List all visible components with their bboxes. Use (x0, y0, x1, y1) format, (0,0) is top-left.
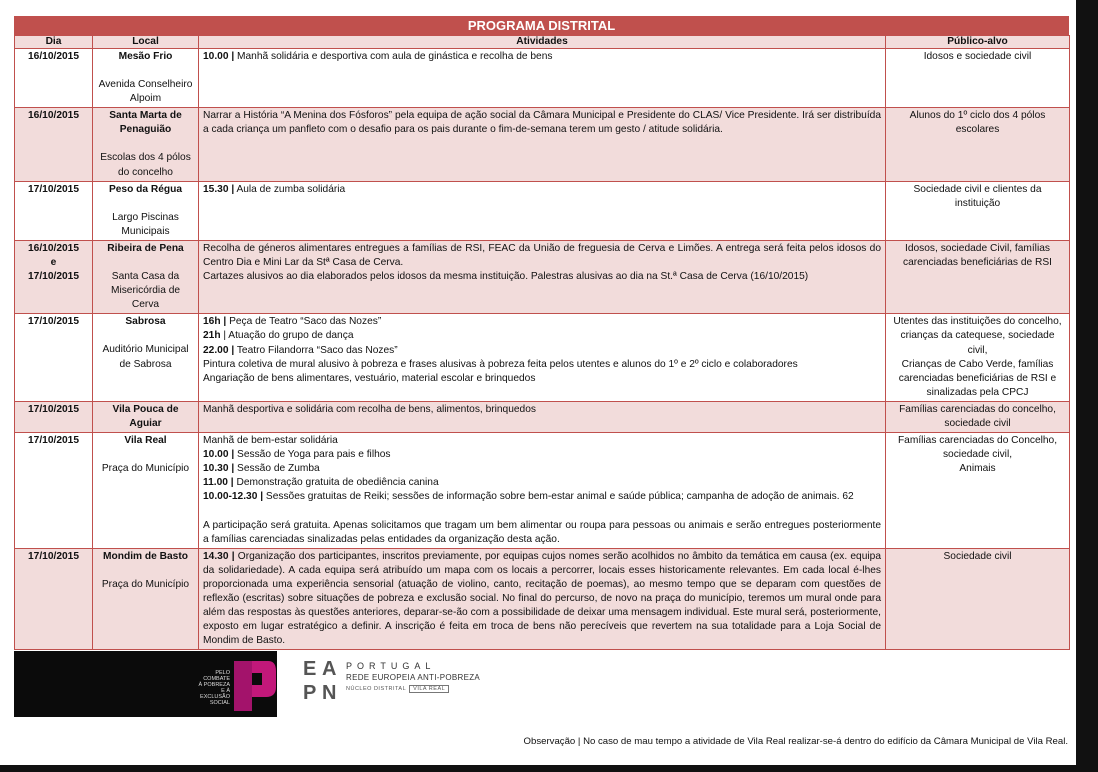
cell-local (93, 401, 199, 432)
activity-line: A participação será gratuita. Apenas solicitamos que tragam um bem alimentar ou roupa para pessoas ou animais e serão entregues posteriormente a famílias carenciadas sinalizadas pelas entidades da organização desta ação. (203, 519, 881, 545)
activity-time: 14.30 | (203, 550, 235, 562)
table-row (15, 181, 1070, 240)
cell-dia (15, 181, 93, 240)
cell-publico (886, 240, 1070, 313)
table-row (15, 433, 1070, 549)
local-place: Largo Piscinas Municipais (112, 211, 179, 237)
eapn-portugal: PORTUGAL (346, 661, 436, 671)
eapn-vila-real: VILA REAL (409, 685, 449, 693)
local-place: Avenida Conselheiro Alpoim (98, 79, 193, 105)
local-name: Peso da Régua (108, 183, 183, 195)
dia-text: 17/10/2015 (28, 435, 79, 447)
activity-line: 22.00 | Teatro Filandorra “Saco das Nozes” (203, 344, 398, 356)
local-place: Escolas dos 4 pólos do concelho (100, 152, 191, 178)
combate-logo-line: SOCIAL (209, 700, 230, 706)
table-row (15, 240, 1070, 313)
cell-publico (886, 49, 1070, 108)
activity-line: 11.00 | Demonstração gratuita de obediência canina (203, 477, 439, 489)
cell-atividades (199, 240, 886, 313)
activity-line: 16h | Peça de Teatro “Saco das Nozes” (203, 316, 382, 328)
cell-dia (15, 49, 93, 108)
publico-text: Idosos e sociedade civil (923, 51, 1032, 62)
publico-text: Alunos do 1º ciclo dos 4 pólos escolares (909, 110, 1046, 136)
eapn-letters-icon (302, 655, 344, 703)
cell-atividades (199, 108, 886, 181)
eapn-logo (302, 655, 481, 705)
header-dia: Dia (15, 36, 93, 49)
publico-text: Famílias carenciadas do concelho, sociedade civil (899, 403, 1056, 429)
cell-local (93, 314, 199, 402)
cell-local (93, 181, 199, 240)
dia-text: 17/10/2015 (28, 403, 79, 415)
combate-logo-line: À POBREZA (198, 682, 230, 688)
cell-dia (15, 108, 93, 181)
program-table-container (14, 16, 1069, 650)
cell-atividades (199, 181, 886, 240)
header-publico: Público-alvo (886, 36, 1070, 49)
program-rows (15, 49, 1070, 650)
activity-line: 10.30 | Sessão de Zumba (203, 463, 320, 475)
cell-publico (886, 401, 1070, 432)
table-row (15, 314, 1070, 402)
program-table (14, 35, 1070, 650)
dia-text: 16/10/2015 (28, 51, 79, 62)
header-atividades: Atividades (199, 36, 886, 49)
publico-text: Idosos, sociedade Civil, famílias carenciadas beneficiárias de RSI (903, 242, 1052, 269)
activity-time: 21h (203, 330, 221, 342)
activity-line: Manhã desportiva e solidária com recolha de bens, alimentos, brinquedos (203, 403, 536, 415)
activity-line: 10.00 | Sessão de Yoga para pais e filhos (203, 449, 391, 461)
activity-line: 10.00 | Manhã solidária e desportiva com aula de ginástica e recolha de bens (203, 51, 553, 62)
cell-dia (15, 401, 93, 432)
cell-atividades (199, 433, 886, 549)
activity-line: Recolha de géneros alimentares entregues a famílias de RSI, FEAC da União de freguesia de Cerva e Limões. A entrega será feita pelos idosos do Centro Dia e Mini Lar da Stª Casa de Cerva. (203, 242, 881, 269)
dia-text: 17/10/2015 (28, 271, 79, 283)
table-row (15, 108, 1070, 181)
activity-time: 10.00 | (203, 51, 235, 62)
table-row (15, 49, 1070, 108)
cell-dia (15, 433, 93, 549)
activity-time: 16h | (203, 316, 227, 328)
cell-publico (886, 108, 1070, 181)
program-title: PROGRAMA DISTRITAL (14, 16, 1069, 35)
activity-time: 10.00-12.30 | (203, 491, 264, 503)
table-row (15, 548, 1070, 650)
page-shadow-bottom (0, 765, 1098, 772)
dia-text: 17/10/2015 (28, 550, 79, 562)
page-shadow-right (1076, 0, 1098, 772)
cell-publico (886, 314, 1070, 402)
observation-note: Observação | No caso de mau tempo a atividade de Vila Real realizar-se-á dentro do edifício da Câmara Municipal de Vila Real. (523, 736, 1068, 747)
activity-line: 14.30 | Organização dos participantes, inscritos previamente, por equipas cujos nomes serão acolhidos no âmbito da temática em causa (ex. equipa da solidariedade). A cada equipa será atribuído um mapa com os locais a percorrer, locais esses historicamente relevantes. Em cada local é-lhes proporcionada uma experiência sensorial (atuação de violino, canto, recitação de poemas), ao mesmo tempo que se deparam com questões de reflexão (escritas) sobre situações de pobreza e exclusão social. No final do percurso, de novo na praça do município, teremos um mural onde para além das respostas às questões anteriores, deparar-se-ão com a possibilidade de deixar uma mensagem individual. Este mural será, posteriormente, exposto em lugar estratégico a definir. A inscrição é feita em troca de bens não perecíveis que revertem na sua totalidade para a Loja Social de Mondim de Basto. (203, 550, 881, 647)
cell-dia (15, 240, 93, 313)
dia-text: 17/10/2015 (28, 183, 79, 195)
activity-line: Pintura coletiva de mural alusivo à pobreza e frases alusivas à pobreza feita pelos utentes e alunos do 1º e 2º ciclo e colaboradores (203, 358, 798, 370)
header-local: Local (93, 36, 199, 49)
activity-line: Angariação de bens alimentares, vestuário, material escolar e brinquedos (203, 372, 536, 384)
dia-text: 16/10/2015 (28, 242, 79, 254)
cell-publico (886, 433, 1070, 549)
local-name: Mesão Frio (118, 51, 173, 62)
local-place: Auditório Municipal de Sabrosa (102, 344, 189, 370)
cell-local (93, 108, 199, 181)
cell-atividades (199, 49, 886, 108)
combate-p-mark-icon (228, 657, 278, 715)
cell-dia (15, 314, 93, 402)
local-name: Sabrosa (125, 316, 166, 328)
cell-local (93, 49, 199, 108)
activity-time: 10.30 | (203, 463, 235, 475)
activity-time: 22.00 | (203, 344, 235, 356)
combate-pobreza-logo (14, 651, 277, 717)
cell-local (93, 433, 199, 549)
publico-text: Sociedade civil (943, 550, 1012, 562)
activity-line: Cartazes alusivos ao dia elaborados pelos idosos da mesma instituição. Palestras alusivas ao dia na St.ª Casa de Cerva (16/10/2015) (203, 271, 809, 283)
eapn-rede: REDE EUROPEIA ANTI-POBREZA (346, 673, 481, 682)
cell-atividades (199, 314, 886, 402)
svg-text:A: A (322, 658, 337, 680)
local-place: Santa Casa da Misericórdia de Cerva (110, 271, 181, 311)
cell-atividades (199, 401, 886, 432)
publico-text: Famílias carenciadas do Concelho, sociedade civil, (897, 435, 1058, 461)
local-name: Mondim de Basto (103, 550, 188, 562)
combate-logo-line: PELO COMBATE (203, 670, 230, 682)
activity-line: 21h | Atuação do grupo de dança (203, 330, 354, 342)
publico-text: Crianças de Cabo Verde, famílias carenciadas beneficiárias de RSI e sinalizadas pela CPCJ (898, 358, 1057, 398)
cell-local (93, 240, 199, 313)
cell-dia (15, 548, 93, 650)
activity-line: Manhã de bem-estar solidária (203, 435, 338, 447)
activity-line: 15.30 | Aula de zumba solidária (203, 183, 346, 195)
combate-logo-text (190, 670, 230, 706)
activity-line: Narrar a História “A Menina dos Fósforos” pela equipa de ação social da Câmara Municipal e Presidente do CLAS/ Vice Presidente. Irá ser distribuída a cada criança um panfleto com o desafio para os pais durante o fim-de-semana terem um gesto / atitude solidária. (203, 110, 881, 136)
cell-publico (886, 181, 1070, 240)
local-name: Vila Pouca de Aguiar (112, 403, 179, 429)
svg-text:N: N (322, 682, 337, 703)
dia-text: 16/10/2015 (28, 110, 79, 122)
activity-line: 10.00-12.30 | Sessões gratuitas de Reiki; sessões de informação sobre bem-estar animal e saúde pública; campanha de adoção de animais. 62 (203, 491, 854, 503)
local-place: Praça do Município (101, 578, 190, 590)
publico-text: Sociedade civil e clientes da instituição (913, 183, 1042, 209)
combate-logo-line: E À EXCLUSÃO (200, 688, 230, 700)
cell-publico (886, 548, 1070, 650)
svg-text:P: P (303, 682, 317, 703)
dia-text: 17/10/2015 (28, 316, 79, 328)
eapn-nucleo-label: NÚCLEO DISTRITAL (346, 686, 407, 692)
local-place: Praça do Município (101, 463, 190, 475)
local-name: Ribeira de Pena (107, 242, 184, 254)
cell-local (93, 548, 199, 650)
cell-atividades (199, 548, 886, 650)
table-row (15, 401, 1070, 432)
activity-time: 11.00 | (203, 477, 234, 489)
local-name: Vila Real (124, 435, 167, 447)
activity-time: 15.30 | (203, 183, 235, 195)
publico-text: Animais (959, 463, 996, 475)
dia-text: e (50, 257, 57, 269)
local-name: Santa Marta de Penaguião (109, 110, 182, 136)
publico-text: Utentes das instituições do concelho, crianças da catequese, sociedade civil, (893, 316, 1062, 356)
eapn-nucleo (346, 686, 449, 692)
svg-text:E: E (303, 658, 317, 680)
activity-time: 10.00 | (203, 449, 235, 461)
